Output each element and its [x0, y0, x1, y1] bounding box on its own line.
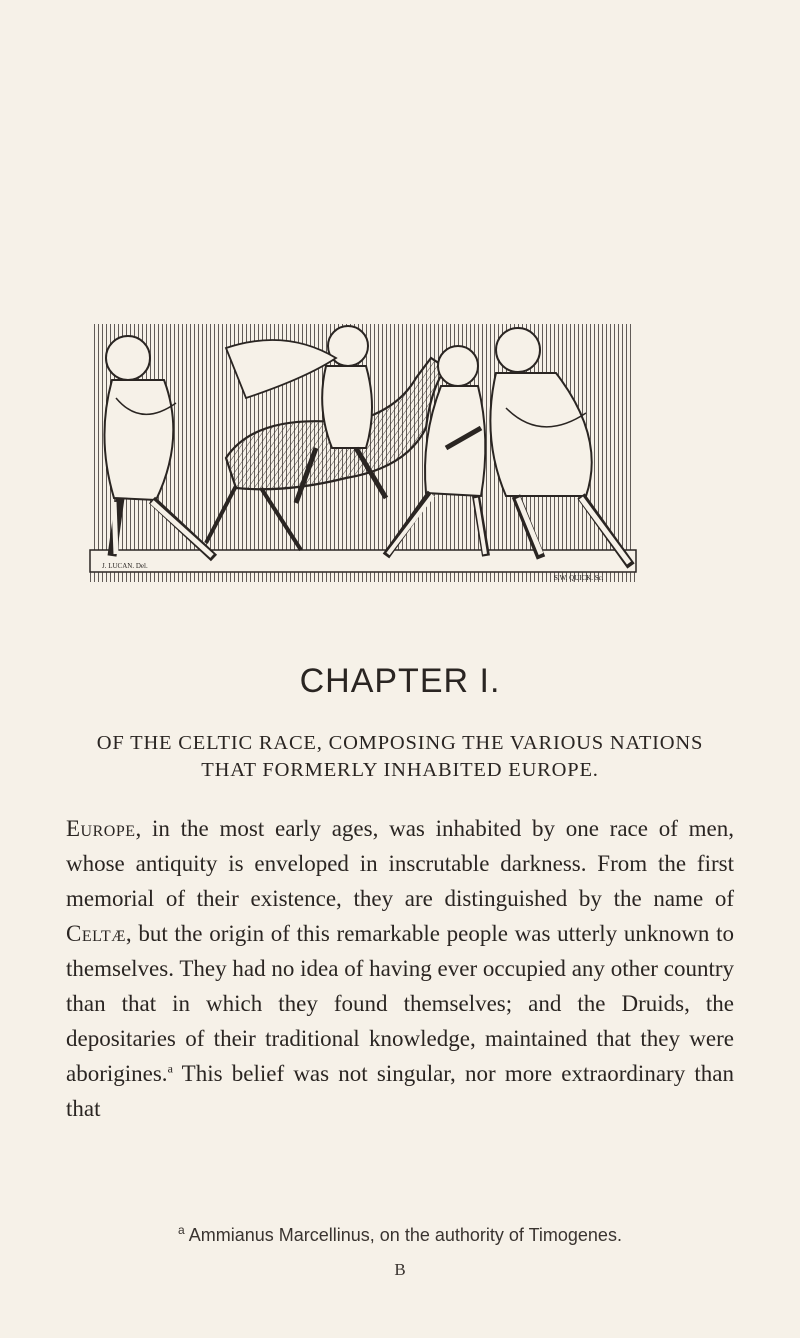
body-text-part-3: This belief was not singular, nor more extraordinary than that	[66, 1061, 734, 1121]
chapter-title: OF THE CELTIC RACE, COMPOSING THE VARIOUS NATIONS THAT FORMERLY INHABITED EUROPE.	[96, 732, 704, 781]
body-paragraph	[66, 811, 734, 1126]
footnote-text: Ammianus Marcellinus, on the authority of Timogenes.	[184, 1225, 622, 1245]
footnote	[70, 1225, 730, 1246]
lead-word: Europe	[66, 816, 136, 841]
engraver-credit-left: J. LUCAN. Del.	[102, 562, 148, 570]
engraving-svg	[86, 318, 641, 596]
celtae-term: Celtæ	[66, 921, 126, 946]
body-text-part-2: , but the origin of this remarkable people was utterly unknown to themselves. They had no idea of having ever occupied any other country than that in which they found themselves; and the Druids, the depositaries of their traditional knowledge, maintained that they were aborigines.	[66, 921, 734, 1086]
signature-mark: B	[394, 1260, 406, 1279]
engraver-credit-right: S.W. QUICK. Sc.	[554, 574, 604, 582]
chapter-heading: CHAPTER I.	[299, 662, 501, 700]
footnote-reference: a	[167, 1061, 173, 1076]
body-text-part-1: , in the most early ages, was inhabited by one race of men, whose antiquity is enveloped in inscrutable darkness. From the first memorial of their existence, they are distinguished by the name of	[66, 816, 734, 911]
engraving-illustration	[86, 318, 641, 596]
footnote-marker: a	[178, 1223, 185, 1237]
